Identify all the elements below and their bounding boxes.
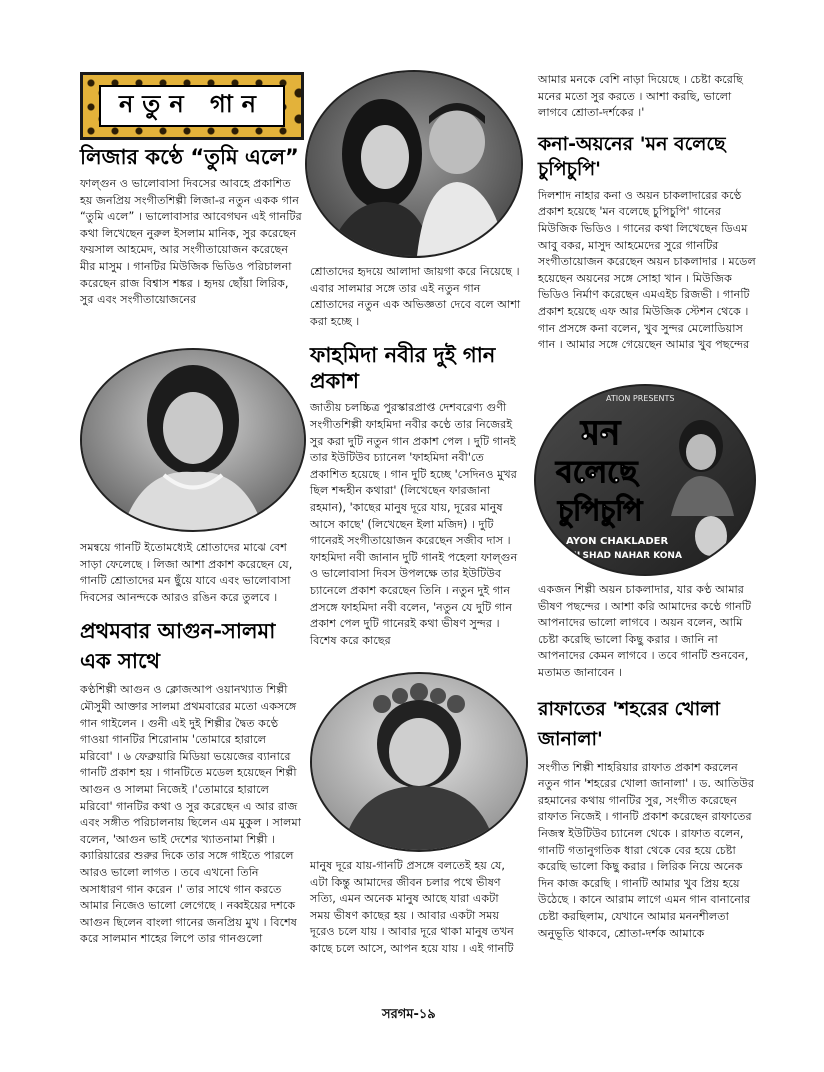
article-rafat-body: সংগীত শিল্পী শাহরিয়ার রাফাত প্রকাশ করলেন নতুন গান 'শহরের খোলা জানালা' । ড. আতিউর রহমানের কথায় গানটির সুর, সংগীত করেছেন রাফাত নিজেই । গানটি প্রকাশ করেছেন রাফাতের নিজস্ব ইউটিউব চ্যানেল থেকে । রাফাত বলেন, গানটি গতানুগতিক ধারা থেকে বের হয়ে চেষ্টা করেছি ভালো কিছু করার । লিরিক নিয়ে অনেক দিন কাজ করেছি । গানটি আমার খুব প্রিয় হয়ে উঠেছে । কানে আরাম লাগে এমন গান বানানোর চেষ্টা করছিলাম, যেখানে আমার মননশীলতা অনুভূতি থাকবে, শ্রোতা-দর্শক আমাকে [538,760,755,940]
poster-artist-1: AYON CHAKLADER [566,536,669,547]
section-banner [80,72,304,140]
poster-artist-2: DILSHAD NAHAR KONA [566,551,682,561]
poster-mon-boleche [534,384,756,576]
headline-agun-salma: প্রথমবার আগুন-সালমা এক সাথে [80,619,276,674]
portrait-liza-image [82,350,304,530]
photo-liza [80,348,306,532]
column-3-continued [538,582,756,942]
poster-presents-text: ATION PRESENTS [606,394,675,403]
article-fahmida-body-2: মানুষ দূরে যায়-গানটি প্রসঙ্গে বলতেই হয় যে, এটা কিন্তু আমাদের জীবন চলার পথে ভীষণ সত্যি, এমন অনেক মানুষ আছে যারা একটা সময় ভীষণ কাছের হয় । আবার একটা সময় দূরেও চলে যায় । আবার দূরে থাকা মানুষ তখন কাছে চলে আসে, আপন হয়ে যায় । এই গানটি [310,859,514,955]
headline-rafat: রাফাতের 'শহরের খোলা জানালা' [538,697,720,750]
article-kona-ayon-body-2: একজন শিল্পী অয়ন চাকলাদার, যার কণ্ঠ আমার ভীষণ পছন্দের । আশা করি আমাদের কণ্ঠে গানটি আপনাদের ভালো লাগবে । অয়ন বলেন, আমি চেষ্টা করেছি ভালো কিছু করার । জানি না আপনাদের কেমন লাগবে । তবে গানটি শুনবেন, মতামত জানাবেন । [538,583,752,679]
column-2 [310,264,522,649]
column-1 [80,144,302,309]
article-fahmida-body-1: জাতীয় চলচ্চিত্র পুরস্কারপ্রাপ্ত দেশবরেণ্য গুণী সংগীতশিল্পী ফাহমিদা নবীর কণ্ঠে তার নিজেরই সুর করা দুটি নতুন গান প্রকাশ পেল । দুটি গানই তার ইউটিউব চ্যানেল 'ফাহমিদা নবী'তে প্রকাশিত হয়েছে । গান দুটি হচ্ছে 'সেদিনও মুখর ছিল শব্দহীন কথারা' (লিখেছেন ফারজানা রহমান), 'কাছের মানুষ দূরে যায়, দূরের মানুষ আসে কাছে' (লিখেছেন ইলা মজিদ) । দুটি গানেরই সংগীতায়োজন করেছেন সজীব দাস । ফাহমিদা নবী জানান দুটি গানই পহেলা ফাল্গুন ও ভালোবাসা দিবস উপলক্ষে তার ইউটিউব চ্যানেলে প্রকাশ করেছেন তিনি । নতুন দুই গান প্রসঙ্গে ফাহমিদা নবী বলেন, 'নতুন যে দুটি গান প্রকাশ পেল দুটি গানেরই কথা ভীষণ সুন্দর । বিশেষ করে কাছের [310,401,518,647]
column-1-continued [80,540,302,948]
article-kona-ayon-body-1: দিলশাদ নাহার কনা ও অয়ন চাকলাদারের কণ্ঠে প্রকাশ হয়েছে 'মন বলেছে চুপিচুপি' গানের মিউজিক ভিডিও । গানের কথা লিখেছেন ডিএম আবু বকর, মাসুদ আহমেদের সুরে গানটির সংগীতায়োজন করেছেন অয়ন চাকলাদার । মডেল হয়েছেন অয়নের সঙ্গে সোহা খান । মিউজিক ভিডিও নির্মাণ করেছেন এমএইচ রিজভী । গানটি প্রকাশ হয়েছে এফ আর মিউজিক স্টেশন থেকে । গান প্রসঙ্গে কনা বলেন, খুব সুন্দর মেলোডিয়াস গান । আমার সঙ্গে গেয়েছেন আমার খুব পছন্দের [538,188,756,352]
article-salma-continued: শ্রোতাদের হৃদয়ে আলাদা জায়গা করে নিয়েছে । এবার সালমার সঙ্গে তার এই নতুন গান শ্রোতাদের নতুন এক অভিজ্ঞতা দেবে বলে আশা করা হচ্ছে । [310,265,521,328]
poster-title-line-1: মন [581,413,621,453]
page-number: সরগম-১৯ [382,1007,436,1022]
music-video-poster-image [536,386,754,574]
poster-title-line-2: বলেছে [556,455,638,490]
column-2-continued [310,858,522,958]
article-agun-salma-body: কণ্ঠশিল্পী আগুন ও ক্লোজআপ ওয়ানখ্যাত শিল্পী মৌসুমী আক্তার সালমা প্রথমবারের মতো একসঙ্গে গান গাইলেন । গুনী এই দুই শিল্পীর দ্বৈত কণ্ঠে গাওয়া গানটির শিরোনাম 'তোমারে হারালে মরিবো' । ৬ ফেব্রুয়ারি মিডিয়া ভয়েজের ব্যানারে গানটি প্রকাশ হয় । গানটিতে মডেল হয়েছেন শিল্পী আগুন ও সালমা নিজেই ।'তোমারে হারালে মরিবো' গানটির কথা ও সুর করেছেন এ আর রাজ এবং সঙ্গীত পরিচালনায় ছিলেন এম মুকুল । সালমা বলেন, 'আগুন ভাই দেশের খ্যাতনামা শিল্পী । ক্যারিয়ারের শুরুর দিকে তার সঙ্গে গাইতে পারলে আরও ভালো লাগত । তবে এখনো তিনি অসাধারণ গান করেন ।' তার সাথে গান করতে আমার নিজেও ভালো লেগেছে । নব্বইয়ের দশকে আগুন ছিলেন বাংলা গানের জনপ্রিয় মুখ । বিশেষ করে সালমান শাহের লিপে তার গানগুলো [80,683,301,946]
article-liza-body-1: ফাল্গুন ও ভালোবাসা দিবসের আবহে প্রকাশিত হয় জনপ্রিয় সংগীতশিল্পী লিজা-র নতুন একক গান “তুমি এলে” । ভালোবাসার আবেগঘন এই গানটির কথা লিখেছেন নুরুল ইসলাম মানিক, সুর করেছেন ফয়সাল আহমেদ, আর সংগীতায়োজন করেছেন মীর মাসুম । গানটির মিউজিক ভিডিও পরিচালনা করেছেন রাজ বিশ্বাস শঙ্কর । হৃদয় ছোঁয়া লিরিক, সুর এবং সংগীতায়োজনের [80,177,302,307]
portrait-fahmida-image [312,674,526,850]
column-3 [538,72,756,354]
photo-agun-salma [305,70,523,258]
banner-label-box [99,85,285,127]
headline-kona-ayon: কনা-অয়নের 'মন বলেছে চুপিচুপি' [538,132,726,180]
duet-portrait-image [307,72,521,256]
poster-title-line-3: চুপিচুপি [558,494,643,527]
photo-fahmida [310,672,528,852]
article-fahmida-continued: আমার মনকে বেশি নাড়া দিয়েছে । চেষ্টা করেছি মনের মতো সুর করতে । আশা করছি, ভালো লাগবে শ্রোতা-দর্শকের ।' [538,73,743,120]
headline-liza: লিজার কণ্ঠে “তুমি এলে” [80,145,299,169]
headline-fahmida: ফাহমিদা নবীর দুই গান প্রকাশ [310,343,496,394]
banner-title: নতুন গান [118,90,266,118]
article-liza-body-2: সমন্বয়ে গানটি ইতোমধ্যেই শ্রোতাদের মাঝে বেশ সাড়া ফেলেছে । লিজা আশা প্রকাশ করেছেন যে, গানটি শ্রোতাদের মন ছুঁয়ে যাবে এবং ভালোবাসা দিবসের আনন্দকে আরও রঙিন করে তুলবে । [80,541,293,604]
